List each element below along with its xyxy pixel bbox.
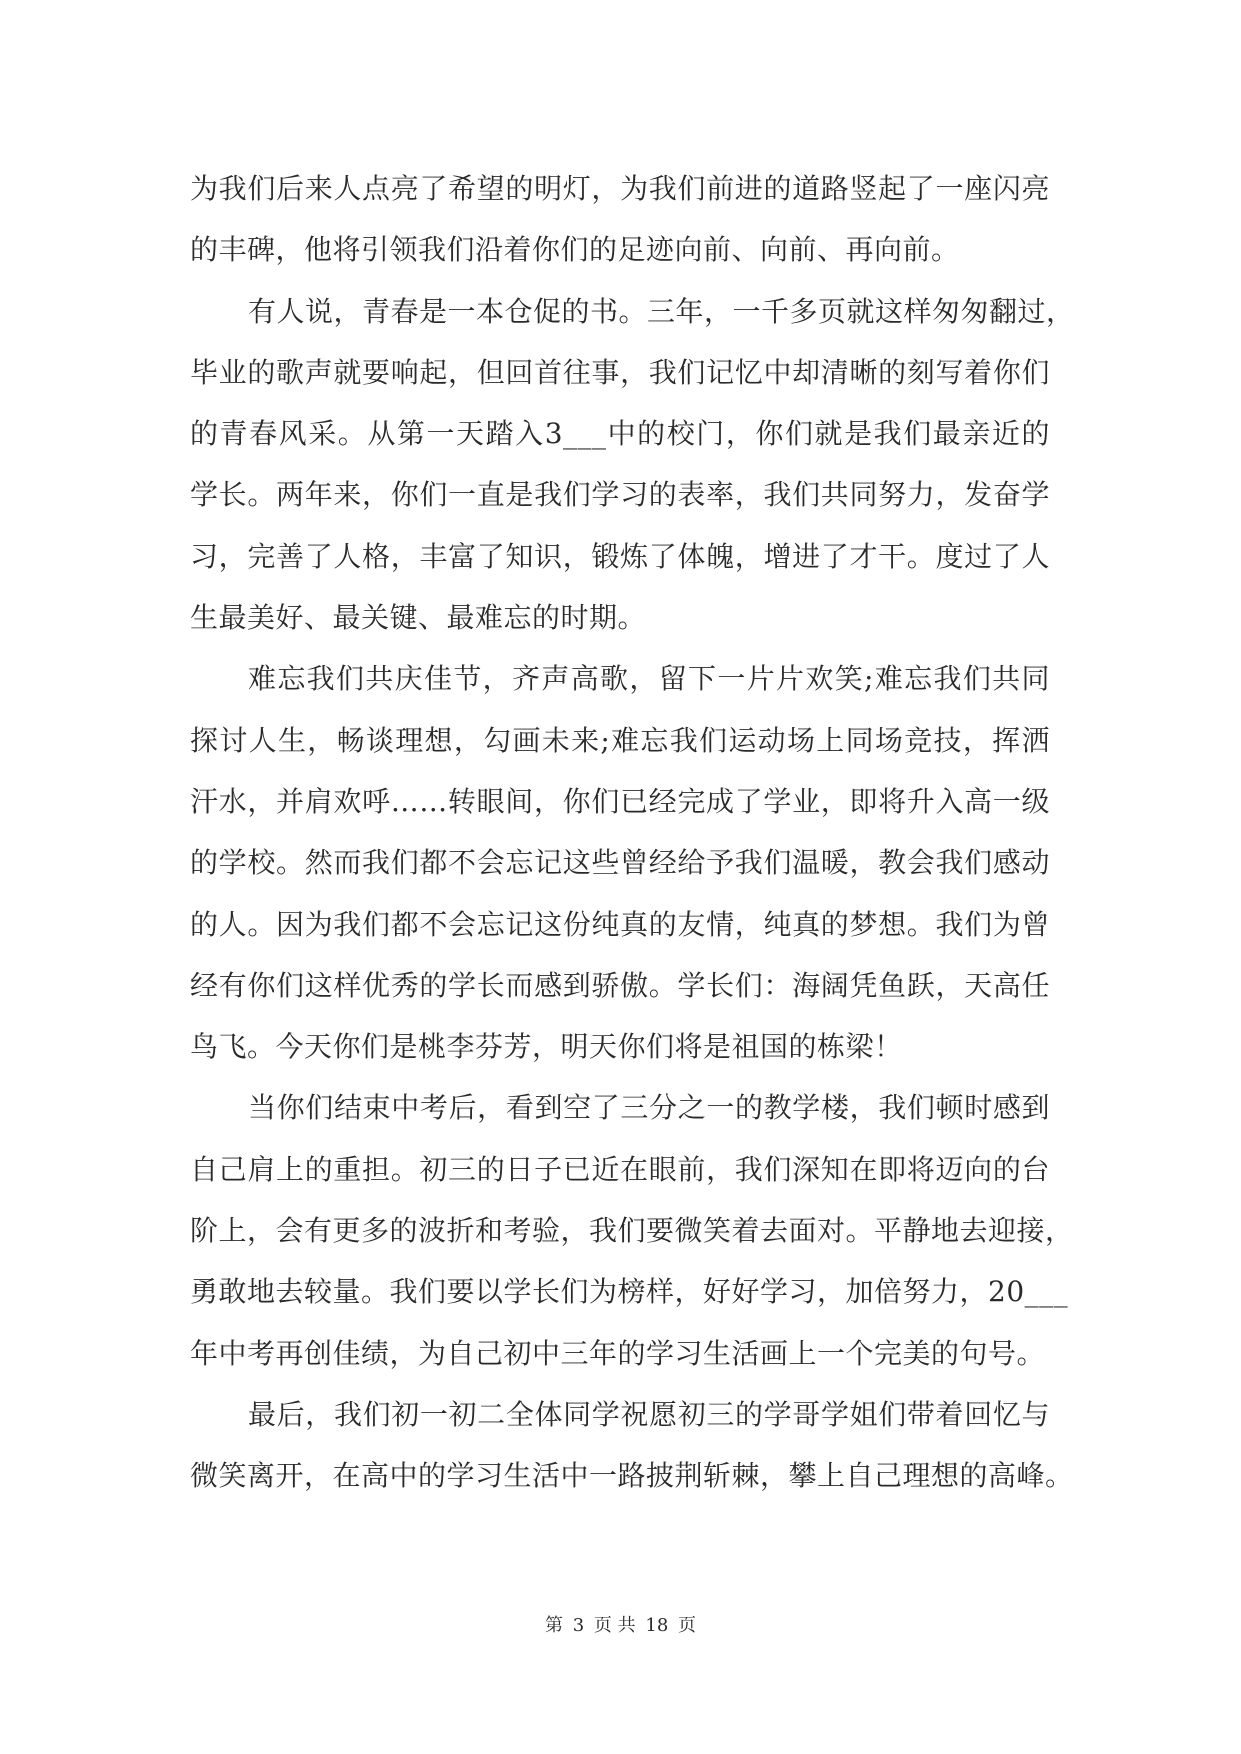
text-line: 的丰碑，他将引领我们沿着你们的足迹向前、向前、再向前。 [190, 233, 960, 267]
text-line: 有人说，青春是一本仓促的书。三年，一千多页就这样匆匆翻过， [248, 294, 1075, 328]
text-line: 习，完善了人格，丰富了知识，锻炼了体魄，增进了才干。度过了人 [190, 539, 1050, 573]
text-line: 难忘我们共庆佳节，齐声高歌，留下一片片欢笑;难忘我们共同 [248, 662, 1050, 696]
footer-prefix: 第 [544, 1615, 563, 1636]
text-line: 的人。因为我们都不会忘记这份纯真的友情，纯真的梦想。我们为曾 [190, 907, 1050, 941]
text-line: 探讨人生，畅谈理想，勾画未来;难忘我们运动场上同场竞技，挥洒 [190, 723, 1050, 757]
footer-middle: 页 共 [593, 1615, 636, 1636]
current-page-number: 3 [572, 1615, 585, 1636]
text-line: 鸟飞。今天你们是桃李芬芳，明天你们将是祖国的栋梁！ [190, 1030, 903, 1064]
text-line: 自己肩上的重担。初三的日子已近在眼前，我们深知在即将迈向的台 [190, 1152, 1050, 1186]
document-body [190, 158, 1075, 1507]
text-line: 为我们后来人点亮了希望的明灯，为我们前进的道路竖起了一座闪亮 [190, 172, 1050, 205]
text-line: 当你们结束中考后，看到空了三分之一的教学楼，我们顿时感到 [248, 1091, 1050, 1125]
text-line: 阶上，会有更多的波折和考验，我们要微笑着去面对。平静地去迎接， [190, 1214, 1074, 1248]
text-line: 勇敢地去较量。我们要以学长们为榜样，好好学习，加倍努力，20___ [190, 1275, 1069, 1309]
text-line: 的学校。然而我们都不会忘记这些曾经给予我们温暖，教会我们感动 [190, 846, 1050, 880]
text-line: 学长。两年来，你们一直是我们学习的表率，我们共同努力，发奋学 [190, 478, 1050, 512]
page-footer [0, 1614, 1241, 1638]
text-line: 汗水，并肩欢呼……转眼间，你们已经完成了学业，即将升入高一级 [190, 784, 1050, 818]
footer-suffix: 页 [678, 1615, 697, 1636]
text-line: 最后，我们初一初二全体同学祝愿初三的学哥学姐们带着回忆与 [248, 1397, 1050, 1431]
text-line: 微笑离开，在高中的学习生活中一路披荆斩棘，攀上自己理想的高峰。 [190, 1459, 1074, 1493]
text-line: 生最美好、最关键、最难忘的时期。 [190, 601, 647, 635]
text-line: 年中考再创佳绩，为自己初中三年的学习生活画上一个完美的句号。 [190, 1336, 1046, 1370]
text-line: 毕业的歌声就要响起，但回首往事，我们记忆中却清晰的刻写着你们 [190, 355, 1050, 389]
text-line: 的青春风采。从第一天踏入3___中的校门，你们就是我们最亲近的 [190, 417, 1050, 451]
total-page-count: 18 [645, 1615, 669, 1636]
text-line: 经有你们这样优秀的学长而感到骄傲。学长们：海阔凭鱼跃，天高任 [190, 968, 1050, 1002]
